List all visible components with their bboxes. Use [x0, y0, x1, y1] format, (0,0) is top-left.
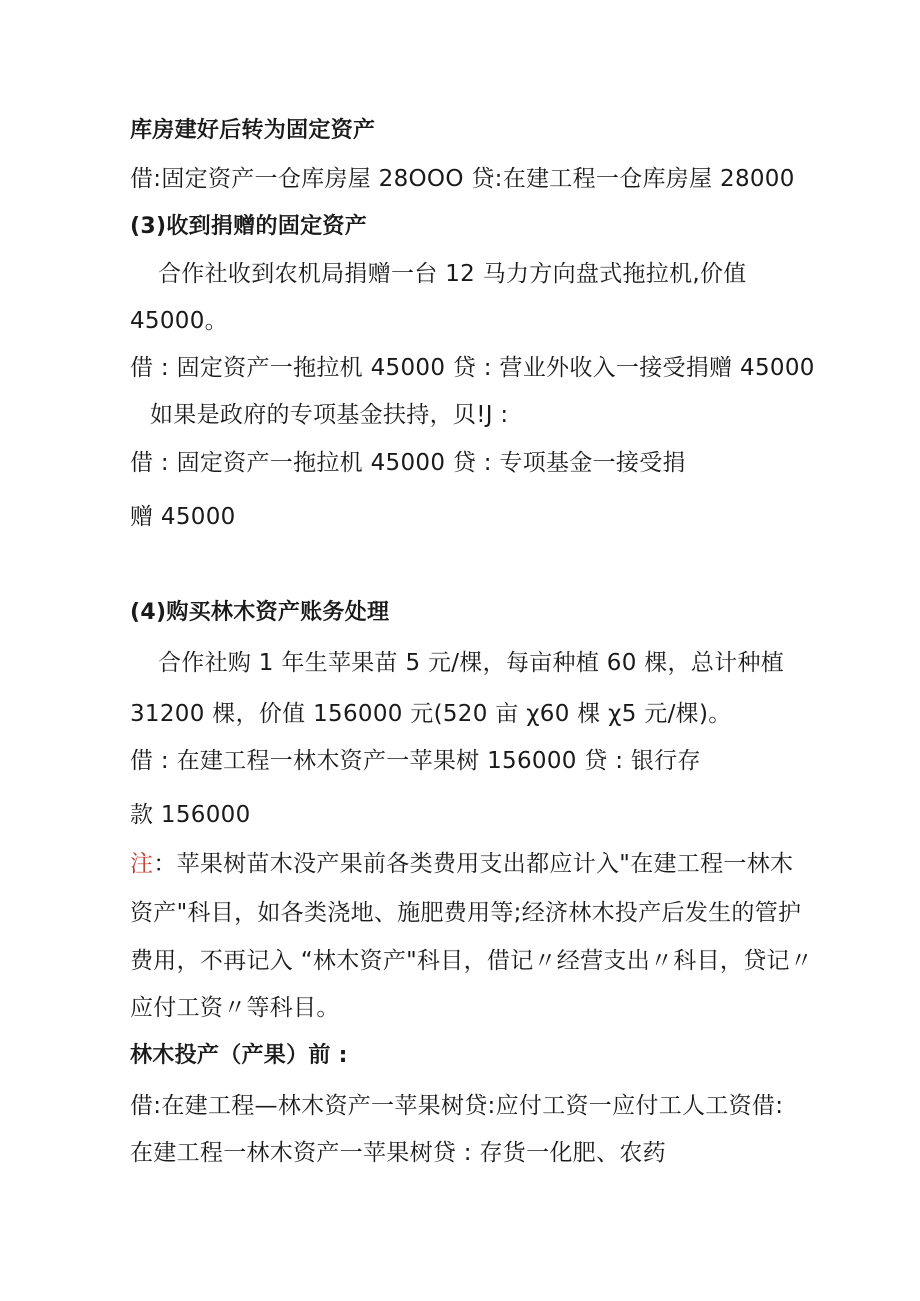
note-text: ：苹果树苗木没产果前各类费用支出都应计入"在建工程一林木 [153, 851, 794, 877]
entry-donation: 借 : 固定资产一拖拉机 45000 贷 : 营业外收入一接受捐赠 45000 [130, 355, 815, 381]
entry-seedlings-1: 借 : 在建工程一林木资产一苹果树 156000 贷 : 银行存 [130, 748, 701, 774]
note-line-2: 资产"科目，如各类浇地、施肥费用等;经济林木投产后发生的管护 [130, 900, 802, 926]
entry-fund-1: 借 : 固定资产一拖拉机 45000 贷 : 专项基金一接受捐 [130, 450, 686, 476]
note-line-3: 费用，不再记入 “林木资产"科目，借记〃经营支出〃科目，贷记〃 [130, 948, 814, 974]
entry-before-production-1: 借:在建工程—林木资产一苹果树贷:应付工资一应付工人工资借: [130, 1093, 784, 1119]
note-line-4: 应付工资〃等科目。 [130, 995, 340, 1021]
note-mark: 注 [130, 851, 154, 877]
heading-warehouse-transfer: 库房建好后转为固定资产 [130, 118, 376, 143]
paragraph-government-fund: 如果是政府的专项基金扶持，贝!J : [150, 402, 509, 428]
heading-donation: (3)收到捐赠的固定资产 [130, 214, 368, 239]
paragraph-seedlings-1: 合作社购 1 年生苹果苗 5 元/棵，每亩种植 60 棵，总计种植 [158, 650, 785, 676]
paragraph-seedlings-2: 31200 棵，价值 156000 元(520 亩 χ60 棵 χ5 元/棵)。 [130, 701, 732, 727]
note-line-1 [130, 848, 793, 880]
paragraph-donation-1: 合作社收到农机局捐赠一台 12 马力方向盘式拖拉机,价值 [158, 261, 747, 287]
entry-warehouse: 借:固定资产一仓库房屋 28OOO 贷:在建工程一仓库房屋 28000 [130, 166, 795, 192]
entry-before-production-2: 在建工程一林木资产一苹果树贷 : 存货一化肥、农药 [130, 1140, 666, 1166]
entry-fund-2: 赠 45000 [130, 504, 236, 530]
heading-forest-assets: (4)购买林木资产账务处理 [130, 600, 390, 625]
heading-before-production: 林木投产（产果）前 : [130, 1043, 348, 1068]
entry-seedlings-2: 款 156000 [130, 802, 251, 828]
paragraph-donation-2: 45000。 [130, 308, 228, 334]
